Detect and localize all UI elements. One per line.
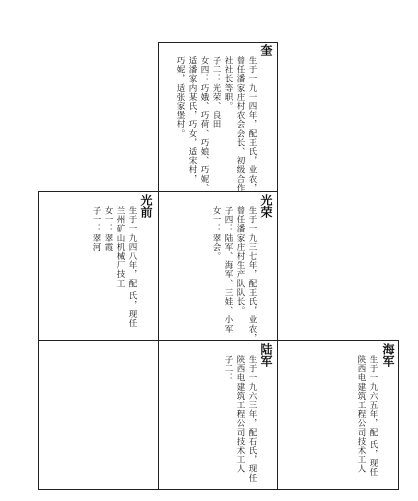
line-top-3: 子二：光荣、良田: [211, 56, 221, 129]
line-guangrong-2: 子四：陆军、海军、三娃、小军: [223, 206, 233, 334]
line-haijun-0: 生于一九六五年，配 氏，现任: [368, 355, 378, 477]
line-guangrong-0: 生于一九三七年，配王氏，业农，: [247, 206, 257, 343]
name-top: 奎: [259, 44, 273, 56]
line-lujun-2: 子二：: [223, 355, 233, 383]
line-guangqian-3: 子一：翠河: [91, 206, 101, 252]
line-guangqian-1: 兰州矿山机械厂技工: [115, 206, 125, 288]
line-guangqian-0: 生于一九四八年，配 氏，现任: [127, 206, 137, 328]
line-guangrong-3: 女一：翠会。: [211, 206, 221, 261]
line-lujun-1: 陕西电建筑工程公司技术工人: [235, 355, 245, 474]
name-lujun: 陆军: [259, 343, 273, 367]
line-top-2: 社社长等职。: [223, 56, 233, 111]
name-guangrong: 光荣: [259, 194, 273, 218]
line-guangrong-1: 曾任潘家庄村生产队队长。: [235, 206, 245, 316]
line-top-4: 女四：巧娥、巧荷、巧娘、巧妮、: [199, 56, 209, 193]
line-top-6: 巧妮，适张家堡村。: [175, 56, 185, 138]
line-guangqian-2: 女一：翠霞: [103, 206, 113, 252]
line-top-1: 曾任潘家庄村农会会长、初级合作: [235, 56, 245, 193]
line-lujun-0: 生于一九六三年，配石氏，现任: [247, 355, 257, 483]
line-top-0: 生于一九一四年，配王氏，业农，: [247, 56, 257, 193]
line-top-5: 适潘家内某氏，巧女，适宋村，: [187, 56, 197, 184]
cell-empty: [38, 340, 159, 490]
name-haijun: 海军: [381, 343, 395, 367]
name-guangqian: 光前: [139, 194, 153, 218]
line-haijun-1: 陕西电建筑工程公司技术工人: [356, 355, 366, 474]
